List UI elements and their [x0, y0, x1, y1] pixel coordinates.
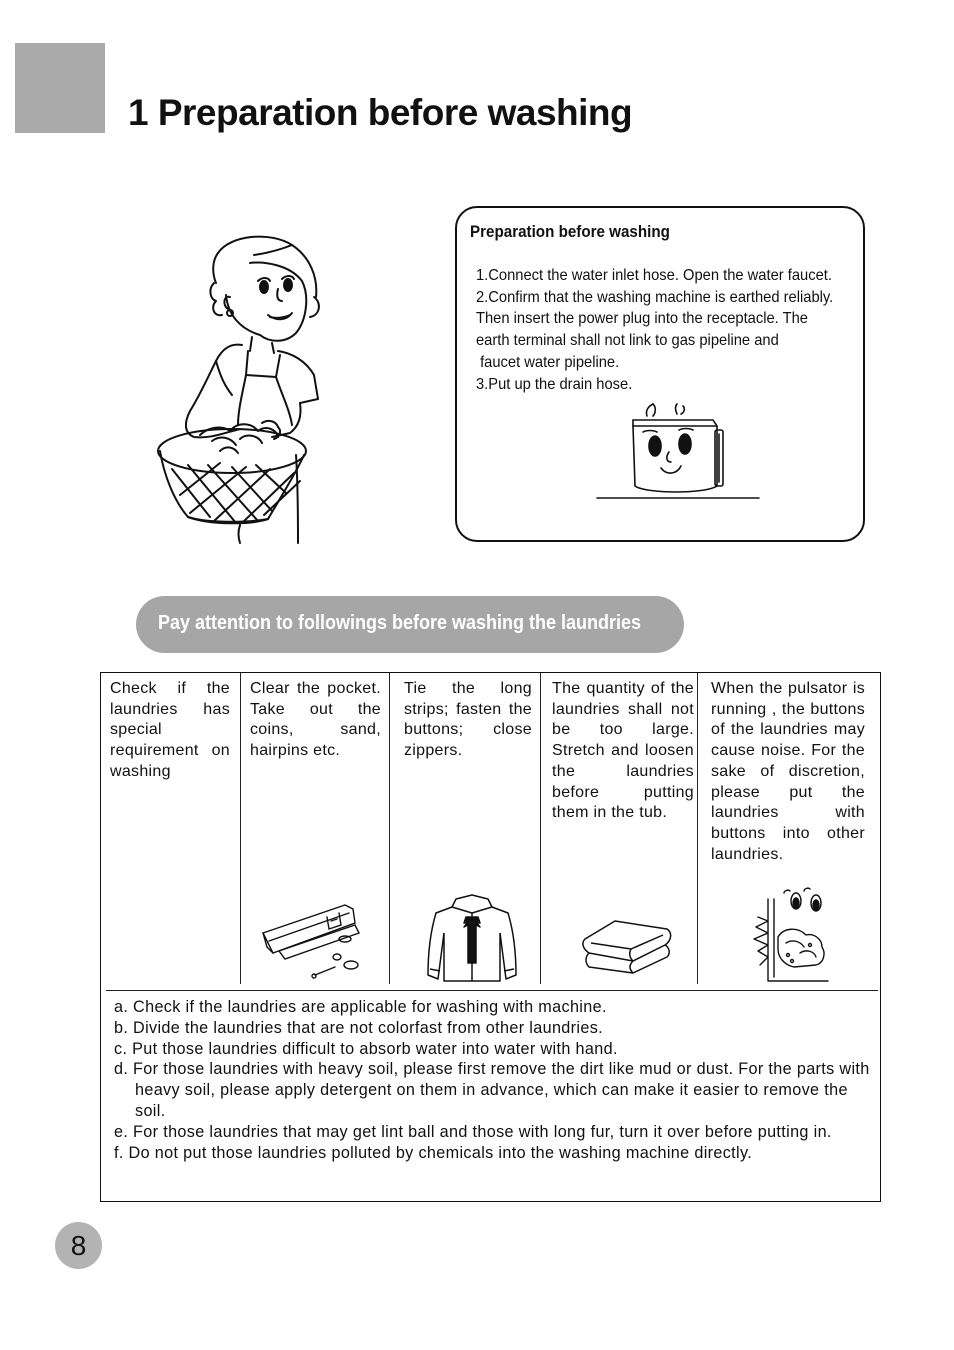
note-item: e. For those laundries that may get lint ball and those with long fur, turn it over before putting in. — [114, 1122, 832, 1141]
note-item: d. For those laundries with heavy soil, please first remove the dirt like mud or dust. For the parts with heavy soil, please apply detergent on them in advance, which can make it easier to remove the soil. — [114, 1060, 870, 1120]
folded-laundry-icon — [581, 917, 673, 975]
prep-step-line: 1.Connect the water inlet hose. Open the water faucet. — [476, 267, 832, 284]
preparation-steps — [476, 265, 833, 395]
column-text: Clear the pocket. Take out the coins, sand, hairpins etc. — [250, 680, 381, 760]
column-text: Check if the laundries has special requirement on washing — [110, 680, 230, 780]
pocket-coins-icon — [259, 899, 371, 983]
note-item: f. Do not put those laundries polluted by chemicals into the washing machine directly. — [114, 1143, 753, 1162]
page-title: 1 Preparation before washing — [128, 92, 633, 133]
prep-step-line: Then insert the power plug into the receptacle. The — [476, 310, 808, 328]
note-item: a. Check if the laundries are applicable for washing with machine. — [114, 998, 607, 1016]
laundry-checklist-table — [100, 672, 881, 1202]
noisy-tub-icon — [744, 887, 836, 985]
note-item: b. Divide the laundries that are not colorfast from other laundries. — [114, 1018, 603, 1037]
preparation-panel — [455, 206, 865, 542]
column-text: Tie the long strips; fasten the buttons; close zippers. — [404, 680, 532, 760]
preparation-heading: Preparation before washing — [470, 223, 670, 241]
note-item: c. Put those laundries difficult to absorb water into water with hand. — [114, 1039, 618, 1058]
column-text: When the pulsator is running , the buttons of the laundries may cause noise. For the sake of discretion, please put the laundries with buttons into other laundries. — [711, 680, 865, 863]
checklist-column-pulsator-noise — [697, 673, 882, 984]
prep-step-line: earth terminal shall not link to gas pipeline and — [476, 332, 779, 350]
washing-notes-list — [114, 997, 879, 1163]
prep-step-line: 2.Confirm that the washing machine is earthed reliably. — [476, 288, 834, 306]
shirt-icon — [426, 893, 520, 985]
table-divider — [106, 990, 878, 991]
checklist-column-special-requirement — [101, 673, 240, 984]
page-number: 8 — [55, 1222, 102, 1269]
header-gray-block — [15, 43, 105, 133]
checklist-column-tie-strips — [389, 673, 540, 984]
column-text: The quantity of the laundries shall not be too large. Stretch and loosen the laundries before putting them in the tub. — [552, 680, 694, 822]
attention-heading-banner — [136, 596, 684, 653]
woman-with-basket-icon — [150, 225, 335, 545]
checklist-column-clear-pocket — [240, 673, 389, 984]
washing-machine-icon — [595, 402, 761, 504]
attention-heading: Pay attention to followings before washing the laundries — [158, 612, 642, 634]
prep-step-line: faucet water pipeline. — [476, 353, 620, 371]
checklist-column-quantity — [540, 673, 697, 984]
prep-step-line: 3.Put up the drain hose. — [476, 375, 633, 393]
